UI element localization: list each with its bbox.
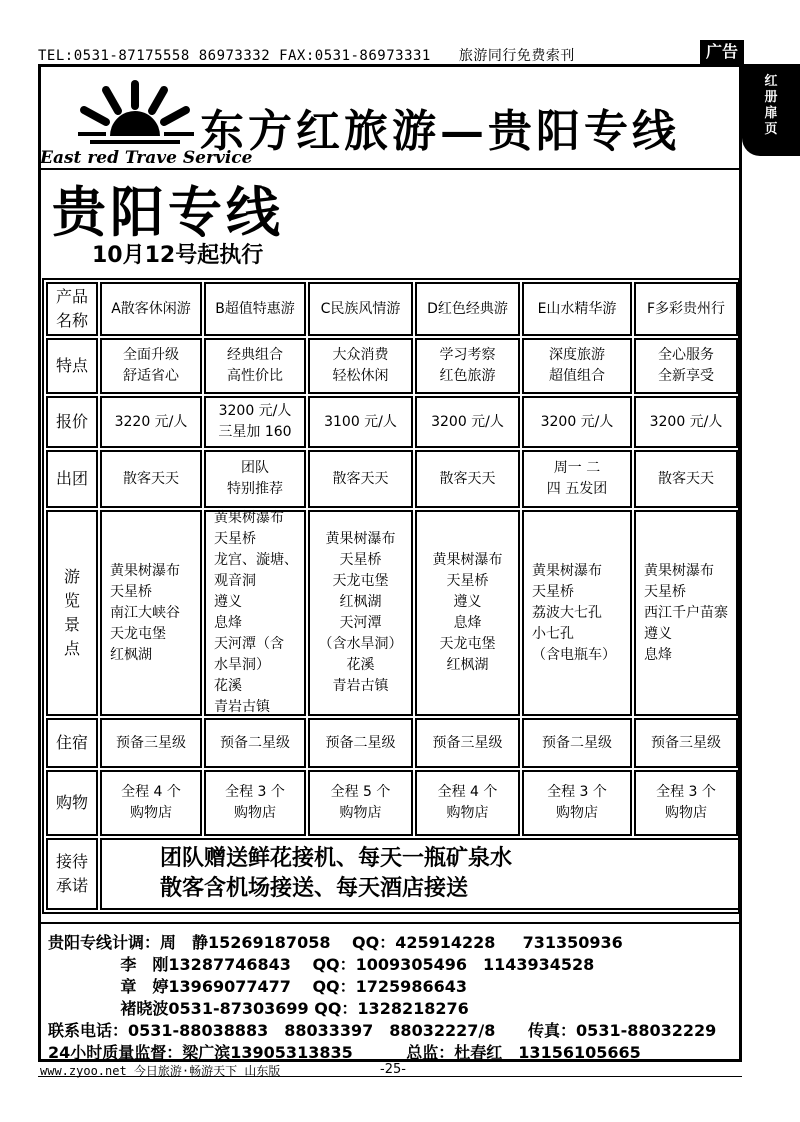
brand-english: East red Trave Service <box>40 148 253 168</box>
price-text: 3220 元/人 <box>114 413 188 430</box>
row-label-price <box>46 396 98 448</box>
shopping-text: 全程 4 个 <box>437 784 498 800</box>
spots-text: 息烽 <box>453 615 482 631</box>
price-text: 3200 元/人 <box>431 413 504 430</box>
row-label-name <box>46 282 98 336</box>
spots-cell <box>522 510 632 716</box>
name-cell <box>308 282 413 336</box>
row-label-depart <box>46 450 98 508</box>
feature-text: 学习考察 <box>439 347 496 363</box>
contacts-divider <box>38 922 742 924</box>
feature-text: 深度旅游 <box>549 347 605 363</box>
row-label-spots <box>46 510 98 716</box>
spots-cell <box>634 510 738 716</box>
promise-text: 团队赠送鲜花接机、每天一瓶矿泉水 <box>160 846 513 871</box>
footer-site: www.zyoo.net 今日旅游·畅游天下 山东版 <box>40 1064 281 1078</box>
depart-cell <box>415 450 520 508</box>
feature-cell <box>100 338 202 394</box>
price-cell <box>634 396 738 448</box>
feature-cell <box>308 338 413 394</box>
depart-text: 特别推荐 <box>227 481 283 497</box>
depart-cell <box>204 450 306 508</box>
lodging-text: 预备二星级 <box>542 734 612 751</box>
spots-text: 天河潭 <box>339 615 382 631</box>
lodging-text: 预备三星级 <box>432 734 503 751</box>
spots-cell <box>204 510 306 716</box>
depart-cell <box>100 450 202 508</box>
lodging-cell <box>415 718 520 768</box>
row-label-text: 览 <box>63 591 80 610</box>
side-tab-text: 红册扉页 <box>764 74 778 137</box>
depart-cell <box>634 450 738 508</box>
depart-text: 散客天天 <box>332 470 389 487</box>
spots-text: 水旱洞） <box>214 657 270 673</box>
feature-text: 超值组合 <box>549 368 605 384</box>
price-text: 3200 元/人 <box>540 413 614 430</box>
feature-text: 全心服务 <box>658 347 714 363</box>
sun-logo-icon <box>70 78 200 148</box>
row-label-text: 购物 <box>55 793 88 812</box>
row-label-text: 接待 <box>55 852 88 871</box>
row-label-text: 点 <box>63 639 80 658</box>
spots-text: 天星桥 <box>214 531 256 547</box>
contact-line: 章 婷13969077477 QQ：1725986643 <box>48 977 467 996</box>
shopping-text: 全程 4 个 <box>121 784 181 800</box>
feature-text: 高性价比 <box>227 368 283 384</box>
spots-text: 天星桥 <box>339 552 382 568</box>
shopping-text: 购物店 <box>446 805 489 821</box>
depart-text: 团队 <box>241 460 269 476</box>
lodging-cell <box>634 718 738 768</box>
feature-text: 经典组合 <box>227 347 283 363</box>
spots-text: 南江大峡谷 <box>110 604 180 621</box>
row-label-lodging <box>46 718 98 768</box>
spots-text: 花溪 <box>346 657 375 673</box>
name-cell <box>522 282 632 336</box>
contact-line: 褚晓波0531-87303699 QQ：1328218276 <box>48 999 469 1018</box>
shopping-text: 购物店 <box>556 805 598 821</box>
feature-cell <box>415 338 520 394</box>
spots-text: 天龙屯堡 <box>332 573 389 589</box>
contact-line: 李 刚13287746843 QQ：1009305496 1143934528 <box>48 955 595 974</box>
lodging-cell <box>204 718 306 768</box>
price-cell <box>415 396 520 448</box>
promise-cell <box>100 838 740 910</box>
spots-text: 天河潭（含 <box>214 636 284 652</box>
spots-text: 花溪 <box>214 678 242 694</box>
depart-text: 散客天天 <box>123 470 179 487</box>
lodging-text: 预备三星级 <box>651 734 721 751</box>
feature-text: 大众消费 <box>332 347 389 363</box>
spots-cell <box>308 510 413 716</box>
contact-line: 联系电话：0531-88038883 88033397 88032227/8 传真：0531-88032229 <box>48 1021 717 1040</box>
shopping-text: 购物店 <box>234 805 276 821</box>
row-label-text: 出团 <box>55 469 88 488</box>
depart-cell <box>522 450 632 508</box>
spots-text: （含电瓶车） <box>532 646 616 663</box>
brand-name: 东方红旅游—贵阳专线 <box>200 106 680 157</box>
row-label-text: 名称 <box>55 311 88 330</box>
spots-text: 天星桥 <box>446 573 489 589</box>
shopping-text: 购物店 <box>339 805 382 821</box>
side-tab <box>742 64 800 156</box>
spots-text: 遵义 <box>214 594 242 610</box>
row-label-text: 住宿 <box>55 733 88 752</box>
lodging-text: 预备二星级 <box>220 734 290 751</box>
lodging-text: 预备三星级 <box>116 734 186 751</box>
spots-cell <box>415 510 520 716</box>
spots-text: 遵义 <box>644 625 672 642</box>
spots-text: （含水旱洞） <box>318 636 403 652</box>
feature-cell <box>634 338 738 394</box>
row-label-feature <box>46 338 98 394</box>
page-number: -25- <box>380 1062 406 1077</box>
shopping-cell <box>634 770 738 836</box>
page-title: 贵阳专线 <box>52 181 284 244</box>
spots-text: 黄果树瀑布 <box>432 552 503 568</box>
price-text: 3200 元/人 <box>218 403 292 419</box>
shopping-text: 购物店 <box>130 805 172 821</box>
depart-text: 散客天天 <box>439 470 496 487</box>
contact-line: 贵阳专线计调：周 静15269187058 QQ：425914228 731350936 <box>48 933 623 952</box>
spots-text: 红枫湖 <box>339 594 382 610</box>
spots-text: 荔波大七孔 <box>532 604 602 621</box>
spots-text: 天星桥 <box>644 583 686 600</box>
name-cell <box>100 282 202 336</box>
spots-text: 黄果树瀑布 <box>532 562 602 579</box>
lodging-cell <box>100 718 202 768</box>
spots-text: 息烽 <box>214 615 242 631</box>
price-text: 3100 元/人 <box>324 413 397 430</box>
spots-text: 天龙屯堡 <box>110 625 166 642</box>
row-label-text: 景 <box>63 615 80 634</box>
lodging-text: 预备二星级 <box>325 734 396 751</box>
depart-text: 周一 二 <box>553 460 601 476</box>
lodging-cell <box>522 718 632 768</box>
top-note: 旅游同行免费索刊 <box>458 48 575 64</box>
lodging-cell <box>308 718 413 768</box>
price-cell <box>100 396 202 448</box>
price-text: 三星加 160 <box>218 424 292 440</box>
spots-text: 天龙屯堡 <box>439 636 496 652</box>
row-label-text: 产品 <box>55 287 88 306</box>
feature-cell <box>204 338 306 394</box>
spots-text: 遵义 <box>453 594 482 610</box>
row-label-shopping <box>46 770 98 836</box>
feature-text: 红色旅游 <box>439 368 496 384</box>
name-cell <box>415 282 520 336</box>
shopping-text: 全程 5 个 <box>330 784 391 800</box>
row-label-text: 承诺 <box>55 876 88 895</box>
shopping-text: 全程 3 个 <box>225 784 285 800</box>
name-text: D红色经典游 <box>427 300 508 317</box>
price-cell <box>522 396 632 448</box>
shopping-cell <box>100 770 202 836</box>
shopping-cell <box>415 770 520 836</box>
spots-cell <box>100 510 202 716</box>
spots-text: 红枫湖 <box>446 657 489 673</box>
contact-line: 24小时质量监督：梁广滨13905313835 总监：杜春红 13156105665 <box>48 1043 641 1062</box>
name-text: A散客休闲游 <box>111 300 191 317</box>
feature-cell <box>522 338 632 394</box>
name-text: C民族风情游 <box>320 300 401 317</box>
spots-text: 观音洞 <box>214 573 256 589</box>
row-label-text: 游 <box>63 567 80 586</box>
spots-text: 青岩古镇 <box>332 678 389 694</box>
row-label-pickup <box>46 838 98 910</box>
name-text: B超值特惠游 <box>215 300 295 317</box>
spots-text: 天星桥 <box>110 583 152 600</box>
spots-text: 黄果树瀑布 <box>644 562 714 579</box>
feature-text: 轻松休闲 <box>332 368 389 384</box>
name-text: F多彩贵州行 <box>646 300 726 317</box>
promise-text: 散客含机场接送、每天酒店接送 <box>160 876 469 901</box>
row-label-text: 报价 <box>55 412 88 431</box>
feature-text: 全新享受 <box>658 368 714 384</box>
top-contact: TEL:0531-87175558 86973332 FAX:0531-86973331 <box>38 48 431 64</box>
shopping-text: 全程 3 个 <box>656 784 716 800</box>
depart-cell <box>308 450 413 508</box>
depart-text: 散客天天 <box>658 470 714 487</box>
spots-text: 红枫湖 <box>110 646 152 663</box>
ad-tag: 广告 <box>700 40 744 64</box>
spots-text: 息烽 <box>644 646 672 663</box>
feature-text: 舒适省心 <box>123 368 179 384</box>
price-cell <box>308 396 413 448</box>
name-cell <box>634 282 738 336</box>
spots-text: 西江千户苗寨 <box>644 604 728 621</box>
effective-date: 10月12号起执行 <box>92 243 264 268</box>
shopping-cell <box>308 770 413 836</box>
name-text: E山水精华游 <box>537 300 617 317</box>
spots-text: 黄果树瀑布 <box>214 510 284 526</box>
price-text: 3200 元/人 <box>649 413 723 430</box>
shopping-text: 全程 3 个 <box>547 784 607 800</box>
name-cell <box>204 282 306 336</box>
spots-text: 青岩古镇 <box>214 699 270 715</box>
shopping-cell <box>522 770 632 836</box>
spots-text: 龙宫、漩塘、 <box>214 552 298 568</box>
feature-text: 全面升级 <box>123 347 179 363</box>
shopping-cell <box>204 770 306 836</box>
depart-text: 四 五发团 <box>546 481 608 497</box>
spots-text: 小七孔 <box>532 625 574 642</box>
row-label-text: 特点 <box>55 356 88 375</box>
top-contact-line <box>38 45 738 65</box>
spots-text: 黄果树瀑布 <box>325 531 396 547</box>
spots-text: 黄果树瀑布 <box>110 562 180 579</box>
spots-text: 天星桥 <box>532 583 574 600</box>
price-cell <box>204 396 306 448</box>
shopping-text: 购物店 <box>665 805 707 821</box>
route-table <box>42 278 740 914</box>
